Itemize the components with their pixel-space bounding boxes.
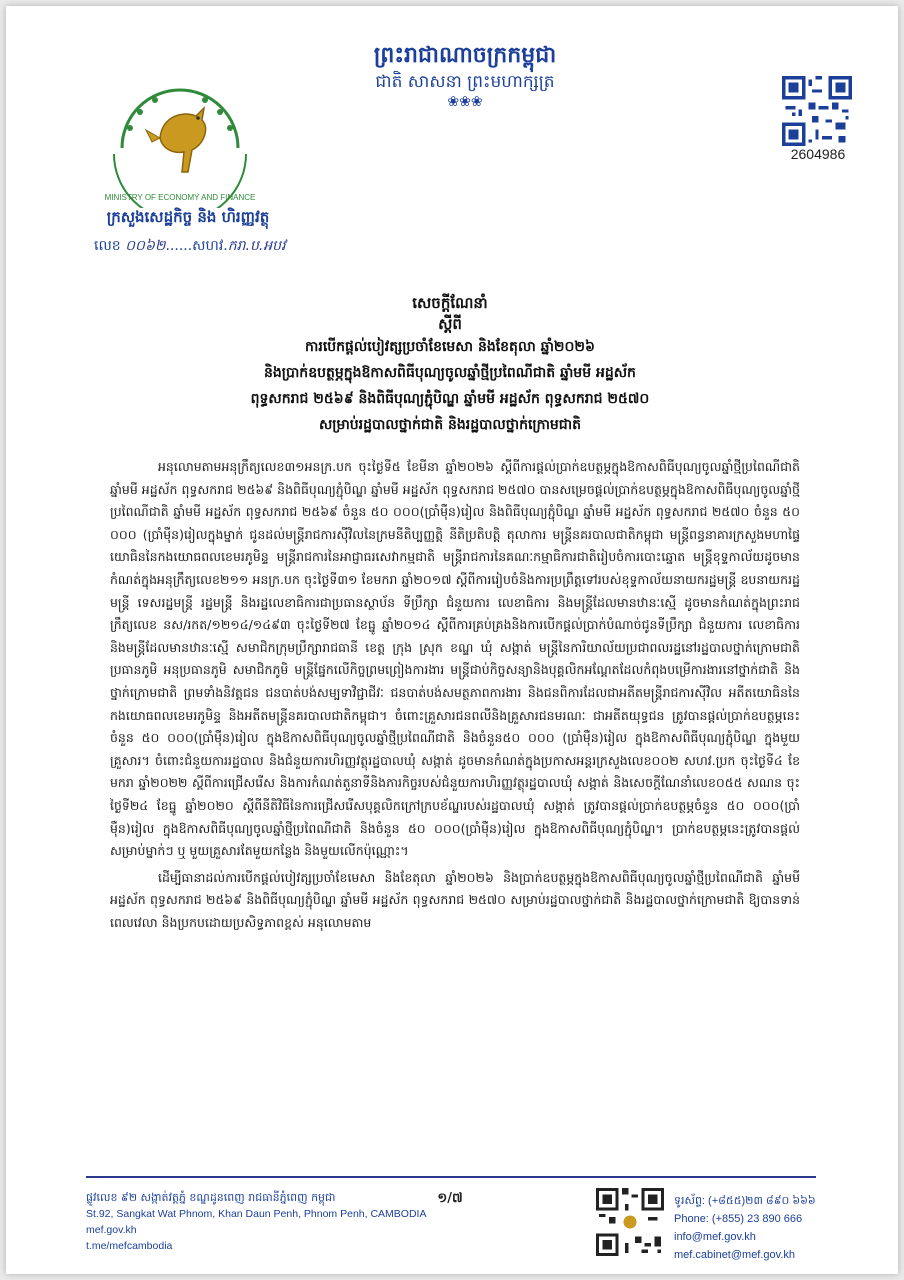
website-link[interactable]: mef.gov.kh [86, 1224, 137, 1236]
qr-code-number: 2604986 [790, 146, 846, 162]
kingdom-heading [350, 40, 580, 110]
motto-line: ជាតិ សាសនា ព្រះមហាក្សត្រ [375, 72, 555, 92]
phone-english: Phone: (+855) 23 890 666 [674, 1213, 803, 1225]
footer-divider [86, 1176, 816, 1178]
document-body [110, 456, 800, 934]
title-heading: សេចក្តីណែនាំ [412, 294, 488, 312]
seal-caption: MINISTRY OF ECONOMY AND FINANCE [104, 193, 256, 202]
telegram-link[interactable]: t.me/mefcambodia [86, 1240, 173, 1252]
phone-khmer: ទូរស័ព្ទ: (+៨៥៥)២៣ ៨៩០ ៦៦៦ [674, 1195, 816, 1207]
email-info[interactable]: info@mef.gov.kh [674, 1231, 756, 1243]
ornament-divider: ❀❀❀ [447, 94, 483, 110]
title-line: សម្រាប់រដ្ឋបាលថ្នាក់ជាតិ និងរដ្ឋបាលថ្នាក់ក្រោមជាតិ [318, 417, 582, 433]
document-title [150, 292, 750, 438]
kingdom-line: ព្រះរាជាណាចក្រកម្ពុជា [373, 42, 557, 68]
ministry-name: ក្រសួងសេដ្ឋកិច្ច និង ហិរញ្ញវត្ថុ [106, 208, 270, 226]
page-number: ១/៧ [437, 1191, 463, 1206]
document-qr-code [782, 76, 852, 146]
title-line: និងប្រាក់ឧបត្ថម្ភក្នុងឱកាសពិធីបុណ្យចូលឆ្នាំថ្មីប្រពៃណីជាតិ ឆ្នាំមមី អដ្ឋស័ក [264, 365, 636, 381]
reference-number [94, 236, 286, 257]
ref-suffix: សហវ. [192, 238, 228, 254]
ref-code: ករា.ប.អបវ [227, 238, 286, 254]
address-english: St.92, Sangkat Wat Phnom, Khan Daun Penh, Phnom Penh, CAMBODIA [86, 1208, 427, 1220]
footer-contacts [674, 1192, 816, 1264]
ref-dots: ...... [165, 238, 193, 254]
footer-qr-code [596, 1188, 664, 1256]
title-line: ពុទ្ធសករាជ ២៥៦៩ និងពិធីបុណ្យភ្ជុំបិណ្ឌ ឆ្នាំមមី អដ្ឋស័ក ពុទ្ធសករាជ ២៥៧០ [250, 391, 650, 407]
ref-number: ០០៦២ [125, 238, 166, 254]
title-about: ស្តីពី [438, 315, 462, 333]
footer-address [86, 1190, 426, 1254]
address-khmer: ផ្លូវលេខ ៩២ សង្កាត់វត្តភ្នំ ខណ្ឌដូនពេញ រាជធានីភ្នំពេញ កម្ពុជា [86, 1191, 336, 1204]
body-paragraph: អនុលោមតាមអនុក្រឹត្យលេខ៣១អនក្រ.បក ចុះថ្ងៃទី៥ ខែមីនា ឆ្នាំ២០២៦ ស្តីពីការផ្តល់ប្រាក់ឧបត្ថម្ភក្នុងឱកាសពិធីបុណ្យចូលឆ្នាំថ្មីប្រពៃណីជាតិ ឆ្នាំមមី អដ្ឋស័ក ពុទ្ធសករាជ ២៥៦៩ និងពិធីបុណ្យភ្ជុំបិណ្ឌ ឆ្នាំមមី អដ្ឋស័ក ពុទ្ធសករាជ ២៥៧០ បានសម្រេចផ្តល់ប្រាក់ឧបត្ថម្ភក្នុងឱកាសពិធីបុណ្យចូលឆ្នាំថ្មីប្រពៃណីជាតិ ឆ្នាំមមី អដ្ឋស័ក ពុទ្ធសករាជ ២៥៦៩ ចំនួន ៥០ ០០០(ប្រាំម៉ឺន)រៀល និងពិធីបុណ្យភ្ជុំបិណ្ឌ ឆ្នាំមមី អដ្ឋស័ក ពុទ្ធសករាជ ២៥៧០ ចំនួន ៥០ ០០០ (ប្រាំម៉ឺន)រៀលក្នុងម្នាក់ ជូនដល់មន្ត្រីរាជការស៊ីវិលនៃក្រមនីតិប្បញ្ញត្តិ នីតិប្រតិបត្តិ តុលាការ មន្ត្រីនគរបាលជាតិកម្ពុជា មន្ត្រីពន្ធនាគារក្រសួងមហាផ្ទៃ យោធិននៃកងយោធពលខេមរភូមិន្ទ មន្ត្រីរាជការនៃអាជ្ញាធរសេវាកម្មជាតិ មន្ត្រីរាជការនៃគណៈកម្មាធិការជាតិរៀបចំការបោះឆ្នោត មន្ត្រីខុទ្ទកាល័យដូចមានកំណត់ក្នុងអនុក្រឹត្យលេខ២១១ អនក្រ.បក ចុះថ្ងៃទី៣១ ខែមករា ឆ្នាំ២០១៧ ស្តីពីការរៀបចំនិងការប្រព្រឹត្តទៅរបស់ខុទ្ទកាល័យនាយករដ្ឋមន្ត្រី ឧបនាយករដ្ឋមន្ត្រី ទេសរដ្ឋមន្ត្រី រដ្ឋមន្ត្រី និងរដ្ឋលេខាធិការជាប្រធានស្ថាប័ន ទីប្រឹក្សា ជំនួយការ លេខាធិការ និងមន្ត្រីដែលមានឋានៈស្មើ ដូចមានកំណត់ក្នុងព្រះរាជក្រឹត្យលេខ នស/រកត/១២១៤/១៤៩៣ ចុះថ្ងៃទី២៧ ខែធ្នូ ឆ្នាំ២០១៤ ស្តីពីការគ្រប់គ្រងនិងការបើកផ្តល់ប្រាក់បំណាច់ជូនទីប្រឹក្សា ជំនួយការ លេខាធិការ និងមន្ត្រីដែលមានឋានៈស្មើ សមាជិកក្រុមប្រឹក្សារាជធានី ខេត្ត ក្រុង ស្រុក ខណ្ឌ ឃុំ សង្កាត់ មន្ត្រីនៃការិយាល័យប្រជាពលរដ្ឋនៅរដ្ឋបាលថ្នាក់ក្រោមជាតិ ប្រធានភូមិ អនុប្រធានភូមិ សមាជិកភូមិ មន្ត្រីផ្នែកលើកិច្ចព្រមព្រៀងការងារ មន្ត្រីជាប់កិច្ចសន្យានិងបុគ្គលិកអណ្តែតដែលកំពុងបម្រើការងារនៅថ្នាក់ជាតិ និងថ្នាក់ក្រោមជាតិ ព្រមទាំងនិវត្តជន ជនបាត់បង់សម្បទាវិជ្ជាជីវៈ ជនបាត់បង់សមត្ថភាពការងារ និងជនពិការដែលជាអតីតមន្ត្រីរាជការស៊ីវិល អតីតយោធិននៃកងយោធពលខេមរភូមិន្ទ និងអតីតមន្ត្រីនគរបាលជាតិកម្ពុជា។ ចំពោះគ្រួសារជនពលីនិងគ្រួសារជនមរណៈ ជាអតីតយុទ្ធជន ត្រូវបានផ្តល់ប្រាក់ឧបត្ថម្ភនេះ ចំនួន ៥០ ០០០(ប្រាំម៉ឺន)រៀល ក្នុងឱកាសពិធីបុណ្យចូលឆ្នាំថ្មីប្រពៃណីជាតិ និងចំនួន៥០ ០០០ (ប្រាំម៉ឺន)រៀល ក្នុងឱកាសពិធីបុណ្យភ្ជុំបិណ្ឌ ក្នុងមួយគ្រួសារ។ ចំពោះជំនួយការរដ្ឋបាល និងជំនួយការហិរញ្ញវត្ថុរដ្ឋបាលឃុំ សង្កាត់ ដូចមានកំណត់ក្នុងប្រកាសអន្តរក្រសួងលេខ០០២ សហវ.ប្រក ចុះថ្ងៃទី៤ ខែមករា ឆ្នាំ២០២២ ស្តីពីការជ្រើសរើស និងការកំណត់តួនាទីនិងភារកិច្ចរបស់ជំនួយការហិរញ្ញវត្ថុរដ្ឋបាលឃុំ សង្កាត់ និងសេចក្តីណែនាំលេខ០៥៥ សណន ចុះថ្ងៃទី២៤ ខែធ្នូ ឆ្នាំ២០២០ ស្តីពីនីតិវិធីនៃការជ្រើសរើសបុគ្គលិកក្រៅក្របខ័ណ្ឌរបស់រដ្ឋបាលឃុំ សង្កាត់ ត្រូវបានផ្តល់ប្រាក់ឧបត្ថម្ភចំនួន ៥០ ០០០(ប្រាំម៉ឺន)រៀល ក្នុងឱកាសពិធីបុណ្យចូលឆ្នាំថ្មីប្រពៃណីជាតិ និងចំនួន ៥០ ០០០(ប្រាំម៉ឺន)រៀល ក្នុងឱកាសពិធីបុណ្យភ្ជុំបិណ្ឌ។ ប្រាក់ឧបត្ថម្ភនេះត្រូវបានផ្តល់សម្រាប់ម្នាក់ៗ ឬ មួយគ្រួសារតែមួយកន្លែង និងមួយលើកប៉ុណ្ណោះ។ [110, 459, 800, 859]
body-paragraph: ដើម្បីធានាដល់ការបើកផ្តល់បៀវត្សប្រចាំខែមេសា និងខែតុលា ឆ្នាំ២០២៦ និងប្រាក់ឧបត្ថម្ភក្នុងឱកាសពិធីបុណ្យចូលឆ្នាំថ្មីប្រពៃណីជាតិ ឆ្នាំមមី អដ្ឋស័ក ពុទ្ធសករាជ ២៥៦៩ និងពិធីបុណ្យភ្ជុំបិណ្ឌ ឆ្នាំមមី អដ្ឋស័ក ពុទ្ធសករាជ ២៥៧០ សម្រាប់រដ្ឋបាលថ្នាក់ជាតិ និងរដ្ឋបាលថ្នាក់ក្រោមជាតិ ឱ្យបានទាន់ពេលវេលា និងប្រកបដោយប្រសិទ្ធភាពខ្ពស់ អនុលោមតាម [110, 869, 800, 930]
ref-prefix: លេខ [94, 238, 121, 254]
email-cabinet[interactable]: mef.cabinet@mef.gov.kh [674, 1249, 796, 1261]
title-line: ការបើកផ្តល់បៀវត្សប្រចាំខែមេសា និងខែតុលា ឆ្នាំ២០២៦ [305, 339, 595, 355]
ministry-seal-logo [100, 68, 260, 208]
